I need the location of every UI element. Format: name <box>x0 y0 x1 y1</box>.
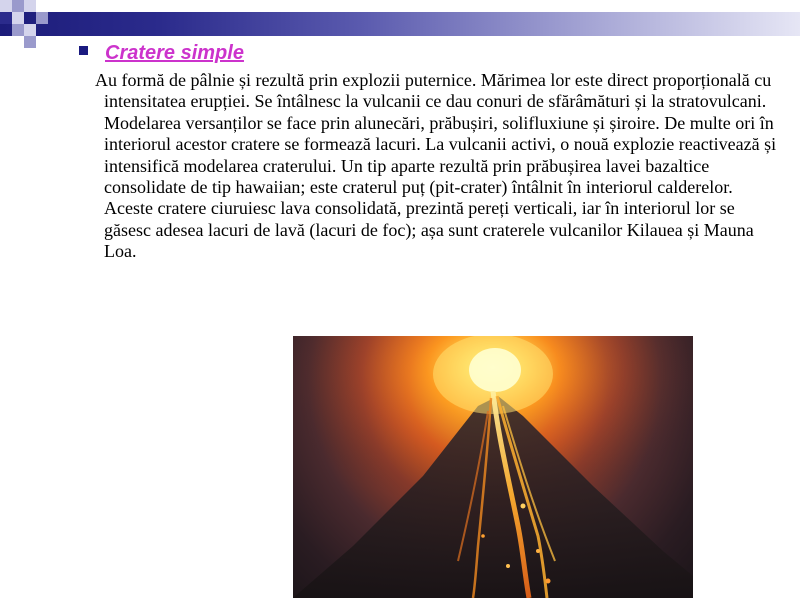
volcano-eruption-photo <box>293 336 693 598</box>
slide-paragraph: Au formă de pâlnie și rezultă prin explozii puternice. Mărimea lor este direct proporțională cu intensitatea erupției. Se întâlnesc la vulcanii ce dau conuri de sfărâmături și la stratovulcani. Modelarea versanților se face prin alunecări, prăbușiri, solifluxiune și șiroire. De multe ori în interiorul acestor cratere se formează lacuri. La vulcanii activi, o nouă explozie reactivează și intensifică modelarea craterului. Un tip aparte rezultă prin prăbușirea lavei bazaltice consolidate de tip hawaiian; este craterul puț (pit-crater) întâlnit în interiorul calderelor. Aceste cratere ciuruiesc lava consolidată, prezintă pereți verticali, iar în interiorul lor se găsesc adesea lacuri de lavă (lacuri de foc); așa sunt craterele vulcanilor Kilauea și Mauna Loa. <box>95 70 777 262</box>
slide-heading[interactable]: Cratere simple <box>105 42 244 64</box>
title-banner <box>0 12 800 36</box>
checker-squares-icon <box>0 0 60 60</box>
square-bullet-icon <box>79 46 88 55</box>
volcano-illustration <box>293 336 693 598</box>
